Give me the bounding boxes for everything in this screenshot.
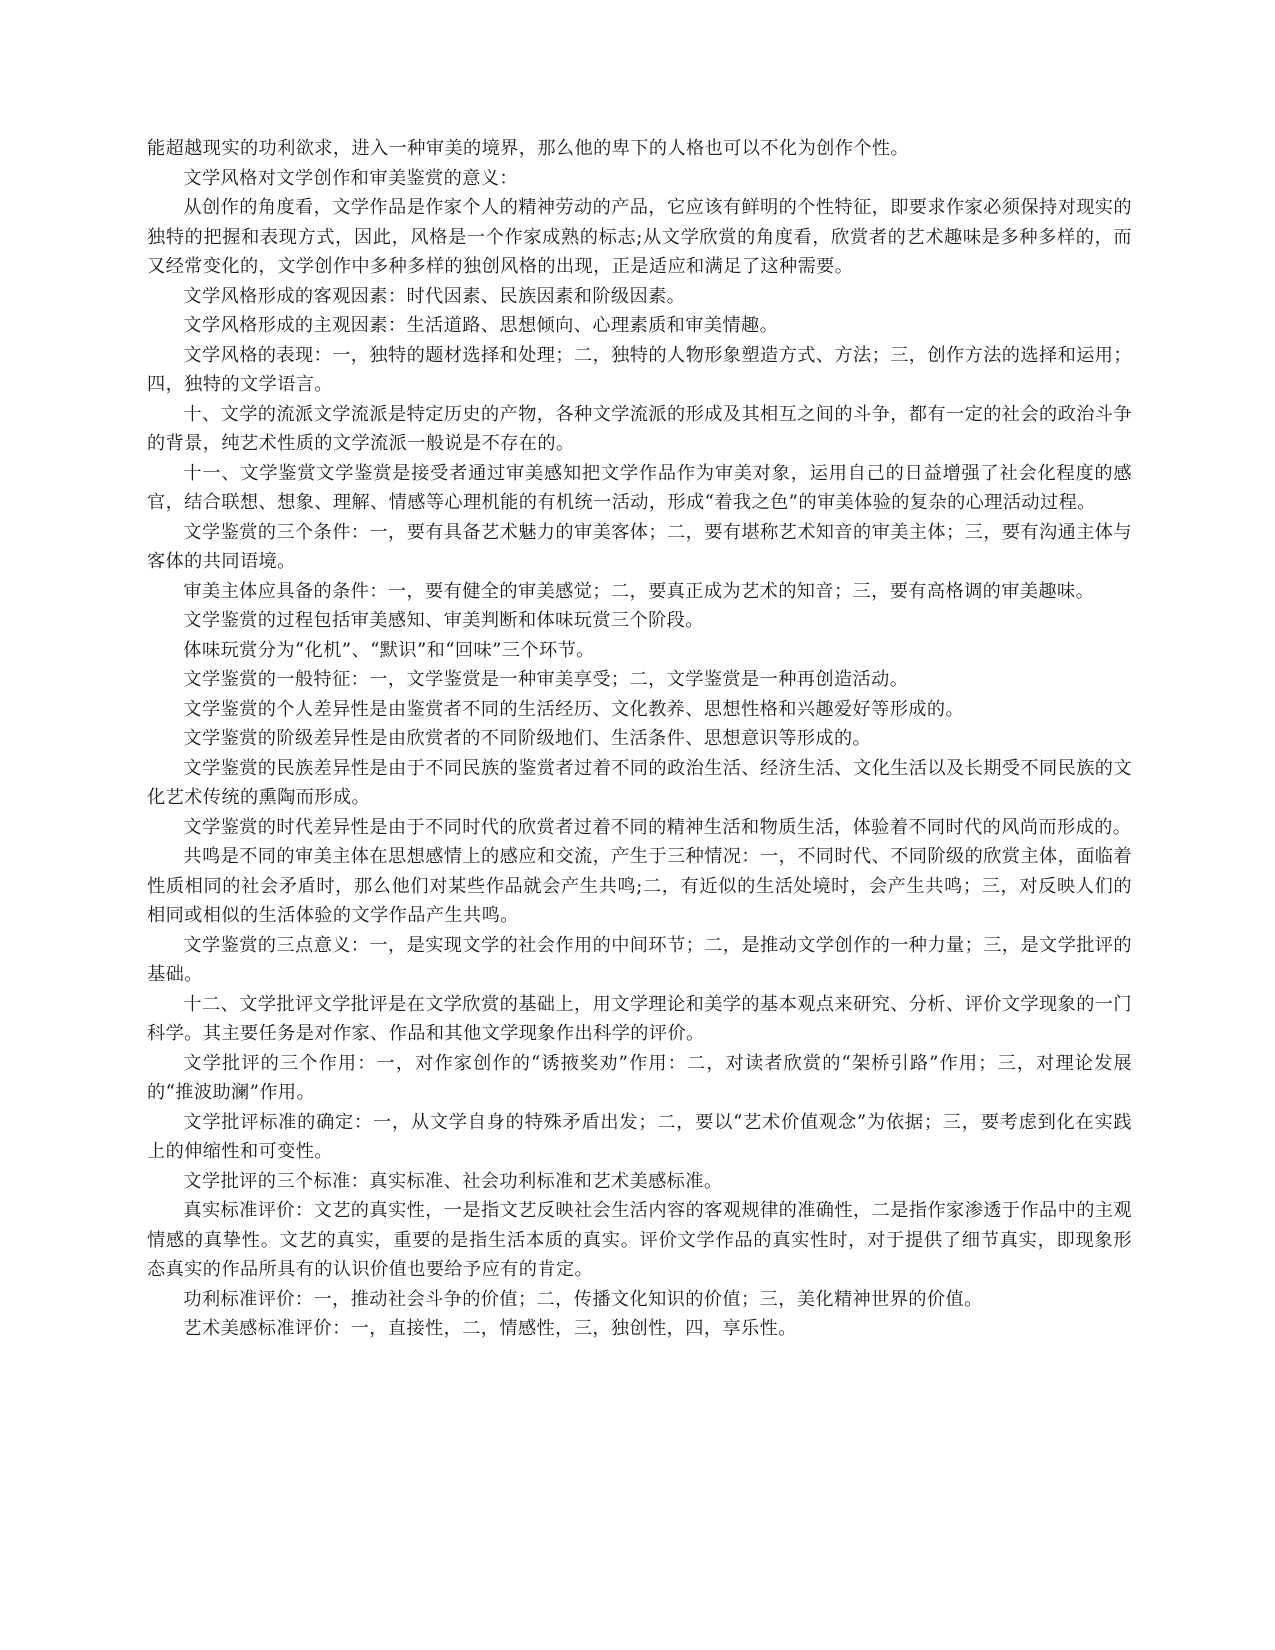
paragraph: 文学风格对文学创作和审美鉴赏的意义： (183, 167, 518, 189)
section-paragraph-10: 十、文学的流派文学流派是特定历史的产物，各种文学流派的形成及其相互之间的斗争，都有一定的社会的政治斗争的背景，纯艺术性质的文学流派一般说是不存在的。 (147, 403, 1132, 454)
paragraph: 体味玩赏分为“化机”、“默识”和“回味”三个环节。 (183, 639, 595, 661)
paragraph: 文学批评的三个作用：一，对作家创作的“诱掖奖劝”作用：二，对读者欣赏的“架桥引路”作用；三，对理论发展的“推波助澜”作用。 (147, 1052, 1132, 1103)
paragraph: 文学鉴赏的过程包括审美感知、审美判断和体味玩赏三个阶段。 (183, 610, 704, 631)
paragraph: 文学风格形成的主观因素：生活道路、思想倾向、心理素质和审美情趣。 (183, 315, 779, 336)
paragraph: 共鸣是不同的审美主体在思想感情上的感应和交流，产生于三种情况：一，不同时代、不同阶级的欣赏主体，面临着性质相同的社会矛盾时，那么他们对某些作品就会产生共鸣;二，有近似的生活处境时，会产生共鸣；三，对反映人们的相同或相似的生活体验的文学作品产生共鸣。 (147, 846, 1132, 926)
paragraph: 艺术美感标准评价：一，直接性，二，情感性，三，独创性，四，享乐性。 (183, 1318, 797, 1339)
paragraph: 文学鉴赏的三点意义：一，是实现文学的社会作用的中间环节；二，是推动文学创作的一种力量；三，是文学批评的基础。 (147, 934, 1132, 985)
paragraph: 文学批评的三个标准：真实标准、社会功利标准和艺术美感标准。 (183, 1170, 723, 1192)
paragraph: 文学鉴赏的个人差异性是由鉴赏者不同的生活经历、文化教养、思想性格和兴趣爱好等形成的。 (183, 698, 965, 720)
paragraph: 文学风格的表现：一，独特的题材选择和处理；二，独特的人物形象塑造方式、方法；三，创作方法的选择和运用；四，独特的文学语言。 (147, 344, 1132, 395)
section-paragraph-11: 十一、文学鉴赏文学鉴赏是接受者通过审美感知把文学作品作为审美对象，运用自己的日益增强了社会化程度的感官，结合联想、想象、理解、情感等心理机能的有机统一活动，形成“着我之色”的审美体验的复杂的心理活动过程。 (147, 462, 1132, 513)
paragraph: 文学鉴赏的民族差异性是由于不同民族的鉴赏者过着不同的政治生活、经济生活、文化生活以及长期受不同民族的文化艺术传统的熏陶而形成。 (147, 757, 1132, 808)
paragraph: 文学鉴赏的时代差异性是由于不同时代的欣赏者过着不同的精神生活和物质生活，体验着不同时代的风尚而形成的。 (183, 816, 1132, 838)
paragraph: 审美主体应具备的条件：一，要有健全的审美感觉；二，要真正成为艺术的知音；三，要有高格调的审美趣味。 (183, 580, 1095, 602)
paragraph: 从创作的角度看，文学作品是作家个人的精神劳动的产品，它应该有鲜明的个性特征，即要求作家必须保持对现实的独特的把握和表现方式，因此，风格是一个作家成熟的标志;从文学欣赏的角度看，欣赏者的艺术趣味是多种多样的，而又经常变化的，文学创作中多种多样的独创风格的出现，正是适应和满足了这种需要。 (147, 197, 1132, 277)
document-body (147, 134, 1132, 1344)
paragraph: 文学批评标准的确定：一，从文学自身的特殊矛盾出发；二，要以“艺术价值观念”为依据；三，要考虑到化在实践上的伸缩性和可变性。 (147, 1111, 1132, 1162)
paragraph: 功利标准评价：一，推动社会斗争的价值；二，传播文化知识的价值；三，美化精神世界的价值。 (183, 1288, 983, 1310)
paragraph: 真实标准评价：文艺的真实性，一是指文艺反映社会生活内容的客观规律的准确性，二是指作家渗透于作品中的主观情感的真挚性。文艺的真实，重要的是指生活本质的真实。评价文学作品的真实性时，对于提供了细节真实，即现象形态真实的作品所具有的认识价值也要给予应有的肯定。 (147, 1200, 1132, 1280)
paragraph: 文学鉴赏的阶级差异性是由欣赏者的不同阶级地们、生活条件、思想意识等形成的。 (183, 728, 872, 749)
paragraph: 文学鉴赏的三个条件：一，要有具备艺术魅力的审美客体；二，要有堪称艺术知音的审美主体；三，要有沟通主体与客体的共同语境。 (147, 521, 1132, 572)
paragraph: 文学鉴赏的一般特征：一，文学鉴赏是一种审美享受；二，文学鉴赏是一种再创造活动。 (183, 669, 909, 690)
paragraph: 文学风格形成的客观因素：时代因素、民族因素和阶级因素。 (183, 285, 686, 307)
section-paragraph-12: 十二、文学批评文学批评是在文学欣赏的基础上，用文学理论和美学的基本观点来研究、分析、评价文学现象的一门科学。其主要任务是对作家、作品和其他文学现象作出科学的评价。 (147, 993, 1132, 1044)
paragraph: 能超越现实的功利欲求，进入一种审美的境界，那么他的卑下的人格也可以不化为创作个性。 (147, 138, 910, 159)
